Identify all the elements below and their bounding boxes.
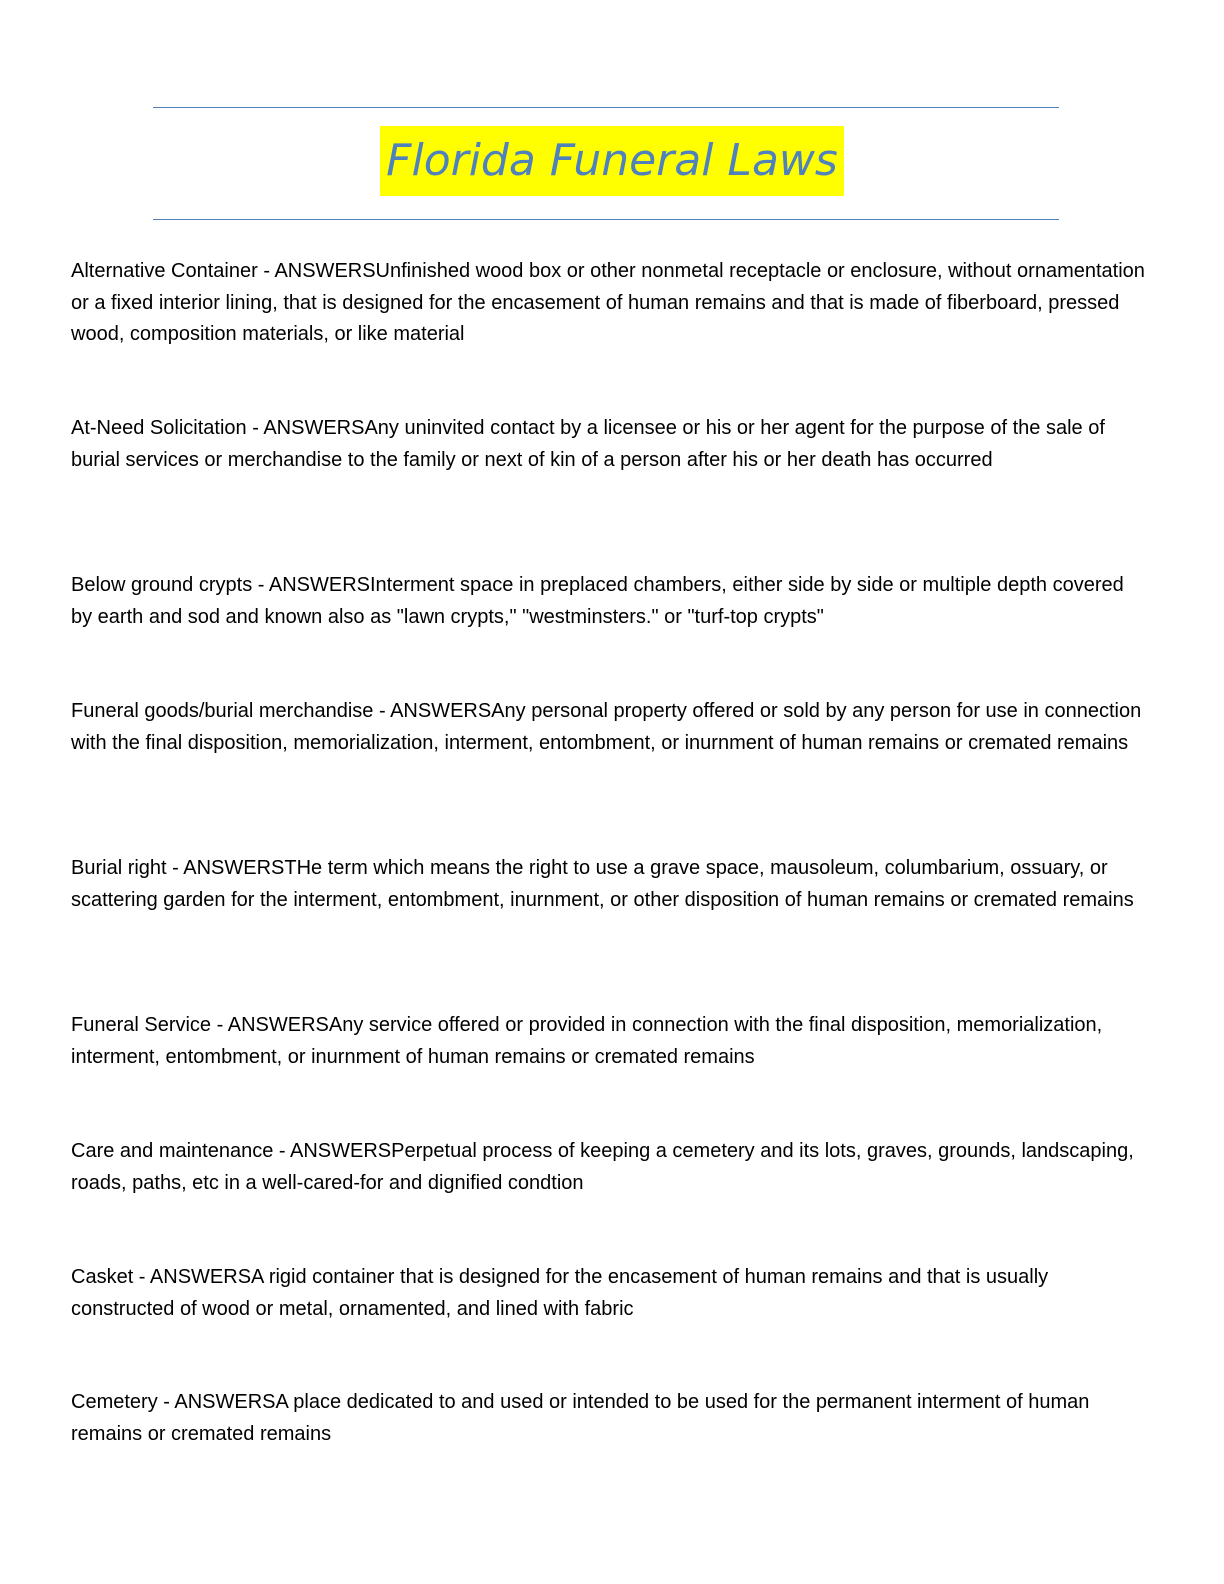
definition-entry: Below ground crypts - ANSWERSInterment space in preplaced chambers, either side by side or multiple depth covered by earth and sod and known also as "lawn crypts," "westminsters." or "turf-top crypts" xyxy=(71,574,1124,628)
definition-entry: Cemetery - ANSWERSA place dedicated to and used or intended to be used for the permanent interment of human remains or cremated remains xyxy=(71,1391,1090,1445)
document-title: Florida Funeral Laws xyxy=(380,126,844,196)
definition-entry: Care and maintenance - ANSWERSPerpetual process of keeping a cemetery and its lots, graves, grounds, landscaping, roads, paths, etc in a well-cared-for and dignified condtion xyxy=(71,1140,1134,1194)
definition-entry: Burial right - ANSWERSTHe term which means the right to use a grave space, mausoleum, columbarium, ossuary, or scattering garden for the interment, entombment, inurnment, or other disposition of human remains or cremated remains xyxy=(71,857,1134,911)
definition-entry: Funeral Service - ANSWERSAny service offered or provided in connection with the final disposition, memorialization, interment, entombment, or inurnment of human remains or cremated remains xyxy=(71,1014,1103,1068)
definition-entry: At-Need Solicitation - ANSWERSAny uninvited contact by a licensee or his or her agent for the purpose of the sale of burial services or merchandise to the family or next of kin of a person after his or her death has occurred xyxy=(71,417,1105,471)
title-rule-bottom xyxy=(153,219,1059,220)
title-block xyxy=(0,126,1224,196)
definition-entry: Alternative Container - ANSWERSUnfinished wood box or other nonmetal receptacle or enclosure, without ornamentation or a fixed interior lining, that is designed for the encasement of human remains and that is made of fiberboard, pressed wood, composition materials, or like material xyxy=(71,260,1145,345)
definition-entry: Funeral goods/burial merchandise - ANSWERSAny personal property offered or sold by any person for use in connection with the final disposition, memorialization, interment, entombment, or inurnment of human remains or cremated remains xyxy=(71,700,1142,754)
definition-entry: Casket - ANSWERSA rigid container that is designed for the encasement of human remains and that is usually constructed of wood or metal, ornamented, and lined with fabric xyxy=(71,1266,1049,1320)
title-rule-top xyxy=(153,107,1059,108)
